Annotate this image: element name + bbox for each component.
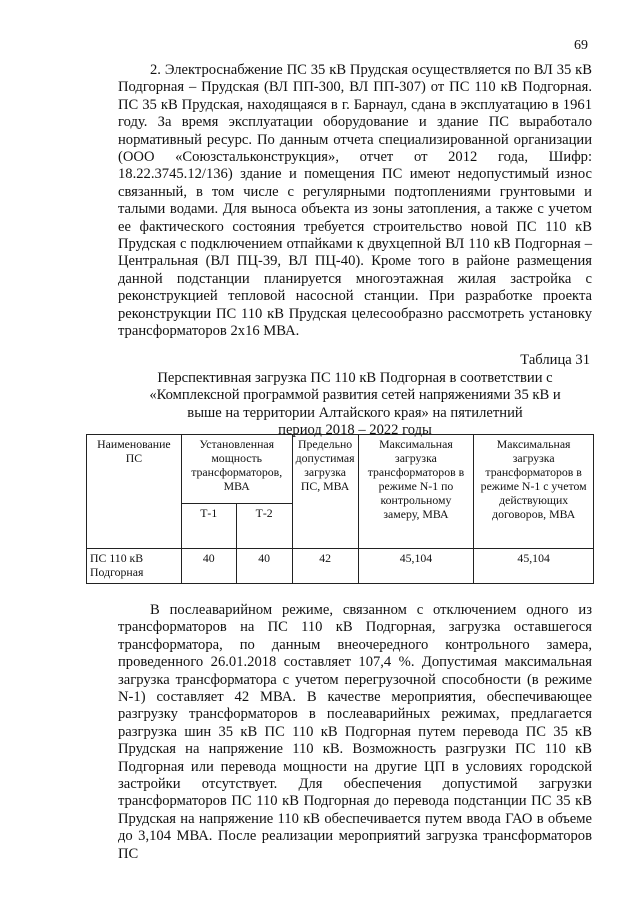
paragraph-post-emergency: В послеаварийном режиме, связанном с отключением одного из трансформаторов на ПС 110 кВ Подгорная, загрузка оставшегося трансформатора, по данным внеочередного контрольного замера, проведенного 26.01.2018 составляет 107,4 %. Допустимая максимальная загрузка трансформатора с учетом перегрузочной способности (в режиме N-1) составляет 42 МВА. В качестве мероприятия, обеспечивающее разгрузку трансформаторов в послеаварийных режимах, предлагается разгрузка шин 35 кВ ПС 110 кВ Подгорная путем перевода ПС 35 кВ Прудская на напряжение 110 кВ. Возможность разгрузки ПС 110 кВ Подгорная или перевода мощности на другие ЦП в условиях городской застройки отсутствует. Для обеспечения допустимой загрузки трансформаторов ПС 110 кВ Подгорная до перевода подстанции ПС 35 кВ Прудская на напряжение 110 кВ обеспечивается путем ввода ГАО в объеме до 3,104 МВА. После реализации мероприятий загрузка трансформаторов ПС (118, 602, 592, 862)
table-title-line: период 2018 – 2022 годы (278, 422, 432, 439)
cell-permissible: 42 (292, 549, 358, 584)
header-installed-capacity: Установленная мощность трансформаторов, МВА (181, 435, 292, 504)
cell-max-measured: 45,104 (358, 549, 474, 584)
table-title (118, 370, 592, 440)
table-title-line: Перспективная загрузка ПС 110 кВ Подгорная в соответствии с (157, 370, 553, 386)
cell-t1: 40 (181, 549, 236, 584)
paragraph-substation-prudskaya: 2. Электроснабжение ПС 35 кВ Прудская осуществляется по ВЛ 35 кВ Подгорная – Прудская (ВЛ ПП-300, ВЛ ПП-307) от ПС 110 кВ Подгорная. ПС 35 кВ Прудская, находящаяся в г. Барнаул, сдана в эксплуатацию в 1961 году. За время эксплуатации оборудование и здание ПС выработало нормативный ресурс. По данным отчета специализированной организации (ООО «Союзстальконструкция», отчет от 2012 года, Шифр: 18.22.3745.12/136) здание и помещения ПС имеют недопустимый износ связанный, в том числе с регулярными подтоплениями грунтовыми и талыми водами. Для выноса объекта из зоны затопления, а также с учетом ее фактического состояния требуется строительство новой ПС 110 кВ Прудская с подключением отпайками к двухцепной ВЛ 110 кВ Подгорная – Центральная (ВЛ ПЦ-39, ВЛ ПЦ-40). Кроме того в районе размещения данной подстанции планируется многоэтажная жилая застройка с реконструкцией тепловой насосной станции. При разработке проекта реконструкции ПС 110 кВ Прудская целесообразно рассмотреть установку трансформаторов 2х16 МВА. (118, 62, 592, 340)
cell-max-contracts: 45,104 (474, 549, 594, 584)
table-row (87, 549, 594, 584)
header-permissible-load: Предельно допустимая загрузка ПС, МВА (292, 435, 358, 549)
load-table (86, 434, 594, 584)
cell-t2: 40 (236, 549, 292, 584)
table-title-line: выше на территории Алтайского края» на пятилетний (187, 404, 523, 421)
table-title-line: «Комплексной программой развития сетей напряжениями 35 кВ и (149, 387, 561, 404)
header-t2: Т-2 (236, 504, 292, 549)
header-max-load-measured: Максимальная загрузка трансформаторов в режиме N-1 по контрольному замеру, МВА (358, 435, 474, 549)
cell-name: ПС 110 кВ Подгорная (87, 549, 182, 584)
header-name: Наименование ПС (87, 435, 182, 549)
table-label: Таблица 31 (520, 352, 590, 368)
header-max-load-contracts: Максимальная загрузка трансформаторов в режиме N-1 с учетом действующих договоров, МВА (474, 435, 594, 549)
page-number: 69 (574, 38, 588, 53)
header-t1: Т-1 (181, 504, 236, 549)
